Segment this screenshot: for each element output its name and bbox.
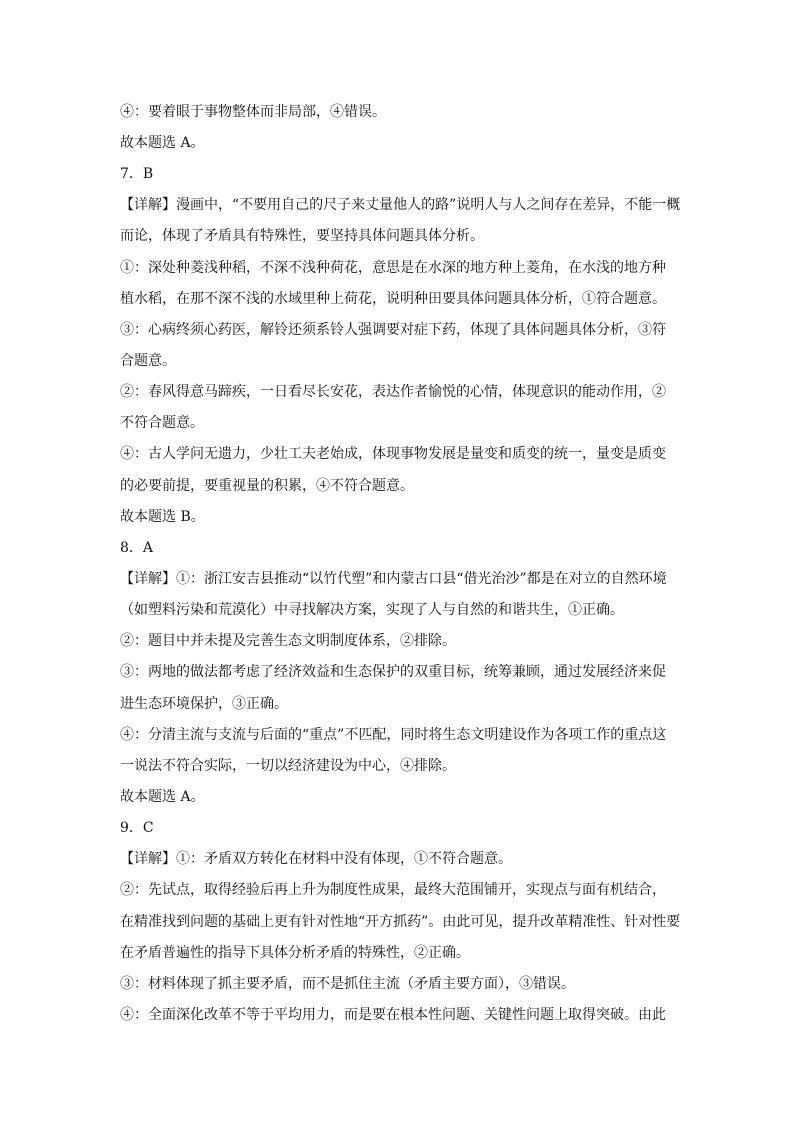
text-line: ②：先试点，取得经验后再上升为制度性成果，最终大范围铺开，实现点与面有机结合， bbox=[120, 882, 666, 898]
text-line: 而论，体现了矛盾具有特殊性，要坚持具体问题具体分析。 bbox=[120, 228, 484, 244]
text-line: 故本题选 A。 bbox=[120, 789, 205, 805]
text-line: ④：要着眼于事物整体而非局部，④错误。 bbox=[120, 104, 386, 120]
text-line: ④：分清主流与支流与后面的“重点”不匹配，同时将生态文明建设作为各项工作的重点这 bbox=[120, 727, 667, 743]
text-line: ③：两地的做法都考虑了经济效益和生态保护的双重目标，统筹兼顾，通过发展经济来促 bbox=[120, 664, 666, 680]
text-line: ①：深处种菱浅种稻，不深不浅种荷花，意思是在水深的地方种上菱角，在水浅的地方种 bbox=[120, 260, 666, 276]
text-line: 的必要前提，要重视量的积累，④不符合题意。 bbox=[120, 478, 414, 494]
text-line: ②：春风得意马蹄疾，一日看尽长安花，表达作者愉悦的心情，体现意识的能动作用，② bbox=[120, 384, 666, 400]
text-line: ②：题目中并未提及完善生态文明制度体系，②排除。 bbox=[120, 633, 456, 649]
text-line: 故本题选 B。 bbox=[120, 509, 205, 525]
question-number: 8．A bbox=[120, 540, 154, 556]
text-line: ③：材料体现了抓主要矛盾，而不是抓住主流（矛盾主要方面），③错误。 bbox=[120, 976, 575, 992]
text-line: 【详解】①：矛盾双方转化在材料中没有体现，①不符合题意。 bbox=[120, 851, 512, 867]
text-line: ③：心病终须心药医，解铃还须系铃人强调要对症下药，体现了具体问题具体分析，③符 bbox=[120, 322, 666, 338]
text-line: ④：古人学问无遗力，少壮工夫老始成，体现事物发展是量变和质变的统一，量变是质变 bbox=[120, 446, 666, 462]
text-line: ④：全面深化改革不等于平均用力，而是要在根本性问题、关键性问题上取得突破。由此 bbox=[120, 1007, 666, 1023]
question-number: 7．B bbox=[120, 166, 154, 182]
text-line: 在矛盾普遍性的指导下具体分析矛盾的特殊性，②正确。 bbox=[120, 945, 470, 961]
question-number: 9．C bbox=[120, 820, 154, 836]
text-line: 植水稻，在那不深不浅的水域里种上荷花，说明种田要具体问题具体分析，①符合题意。 bbox=[120, 291, 666, 307]
text-line: 不符合题意。 bbox=[120, 415, 204, 431]
text-line: 【详解】①：浙江安吉县推动“以竹代塑”和内蒙古口县“借光治沙”都是在对立的自然环境 bbox=[120, 571, 667, 587]
text-line: 在精准找到问题的基础上更有针对性地“开方抓药”。由此可见，提升改革精准性、针对性要 bbox=[120, 914, 680, 930]
text-line: 合题意。 bbox=[120, 353, 176, 369]
text-line: 进生态环境保护，③正确。 bbox=[120, 696, 288, 712]
text-line: 故本题选 A。 bbox=[120, 135, 205, 151]
text-line: 一说法不符合实际，一切以经济建设为中心，④排除。 bbox=[120, 758, 456, 774]
text-line: 【详解】漫画中，“不要用自己的尺子来丈量他人的路”说明人与人之间存在差异，不能一概 bbox=[120, 197, 680, 213]
text-line: （如塑料污染和荒漠化）中寻找解决方案，实现了人与自然的和谐共生，①正确。 bbox=[120, 602, 624, 618]
